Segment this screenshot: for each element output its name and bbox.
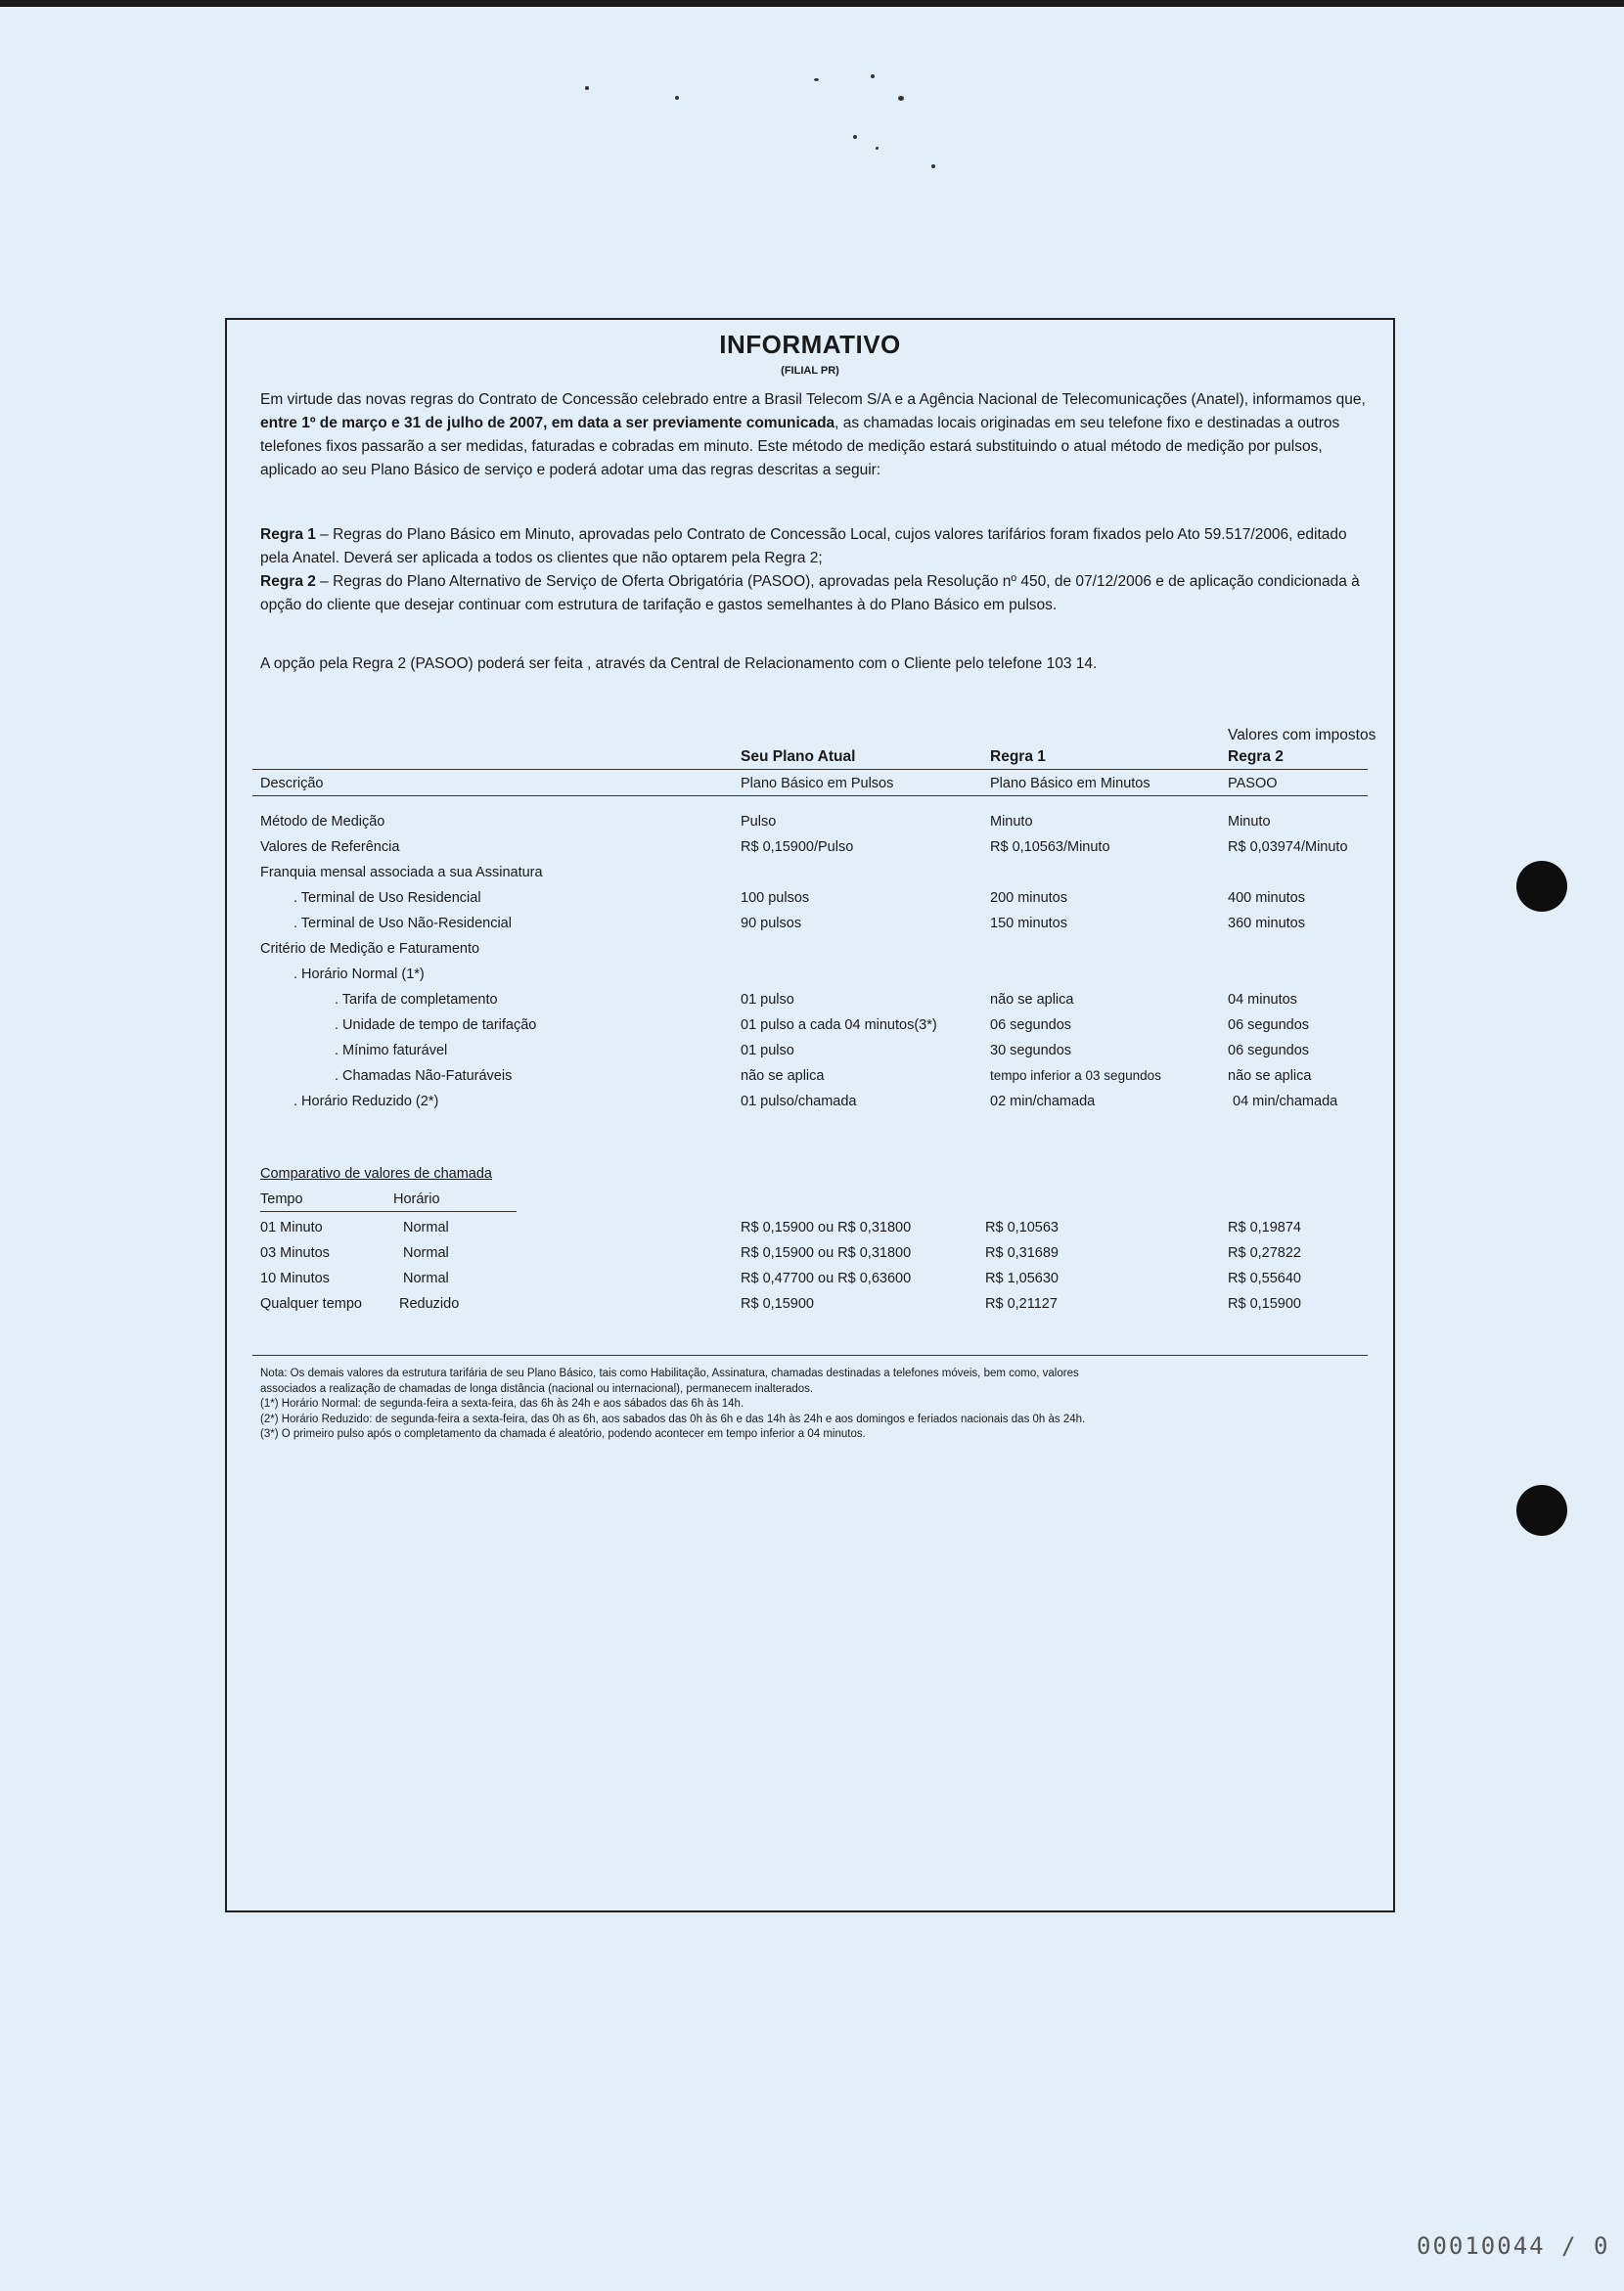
scan-speck	[876, 147, 879, 150]
comparativo-cell-atual: R$ 0,15900	[741, 1296, 814, 1312]
scan-speck	[898, 96, 904, 101]
note-line: (3*) O primeiro pulso após o completamento da chamada é aleatório, podendo acontecer em tempo inferior a 04 minutos.	[260, 1428, 866, 1440]
comparativo-header-horario: Horário	[393, 1191, 440, 1207]
table-cell-regra2: 360 minutos	[1228, 916, 1305, 931]
table-row-label: . Horário Normal (1*)	[293, 966, 425, 982]
notes-divider	[252, 1355, 1368, 1356]
table-row-label: . Terminal de Uso Residencial	[293, 890, 481, 906]
scan-speck	[853, 135, 857, 139]
binder-hole-icon	[1516, 861, 1567, 912]
regras-paragraph	[260, 523, 1366, 617]
sub-header-divider	[252, 795, 1368, 796]
table-cell-atual: R$ 0,15900/Pulso	[741, 839, 854, 855]
comparativo-cell-regra1: R$ 0,21127	[985, 1296, 1058, 1312]
scan-speck	[931, 164, 935, 168]
comparativo-cell-regra1: R$ 0,31689	[985, 1245, 1059, 1261]
note-line: (1*) Horário Normal: de segunda-feira a sexta-feira, das 6h às 24h e aos sábados das 6h às 14h.	[260, 1398, 744, 1410]
page-title: INFORMATIVO	[719, 330, 901, 359]
table-cell-regra1: 30 segundos	[990, 1043, 1072, 1058]
impostos-label: Valores com impostos	[1228, 727, 1376, 743]
table-cell-regra1: tempo inferior a 03 segundos	[990, 1068, 1161, 1083]
regra1-item	[260, 523, 1366, 570]
comparativo-cell-tempo: 10 Minutos	[260, 1271, 330, 1286]
comparativo-cell-atual: R$ 0,15900 ou R$ 0,31800	[741, 1245, 912, 1261]
table-row-label: . Horário Reduzido (2*)	[293, 1094, 439, 1109]
informativo-box	[225, 318, 1395, 1912]
table-cell-regra1: 02 min/chamada	[990, 1094, 1096, 1109]
intro-date-highlight: entre 1º de março e 31 de julho de 2007, em data a ser previamente comunicada	[260, 415, 835, 431]
table-cell-regra1: 150 minutos	[990, 916, 1067, 931]
table-cell-regra2: 06 segundos	[1228, 1043, 1310, 1058]
table-cell-atual: 01 pulso	[741, 992, 794, 1008]
sub-header-regra2: PASOO	[1228, 776, 1278, 791]
intro-paragraph	[260, 388, 1366, 482]
comparativo-header-divider	[260, 1211, 517, 1212]
table-cell-regra1: 06 segundos	[990, 1017, 1072, 1033]
comparativo-cell-tempo: Qualquer tempo	[260, 1296, 362, 1312]
table-cell-regra2: 04 minutos	[1228, 992, 1297, 1008]
table-row-label: Valores de Referência	[260, 839, 400, 855]
table-row-label: Franquia mensal associada a sua Assinatura	[260, 865, 543, 880]
regra1-text: – Regras do Plano Básico em Minuto, aprovadas pelo Contrato de Concessão Local, cujos valores tarifários foram fixados pelo Ato 59.517/2006, editado pela Anatel. Deverá ser aplicada a todos os clientes que não optarem pela Regra 2;	[260, 526, 1347, 566]
table-row-label: . Terminal de Uso Não-Residencial	[293, 916, 512, 931]
table-row-label: . Chamadas Não-Faturáveis	[335, 1068, 513, 1084]
comparativo-cell-regra2: R$ 0,55640	[1228, 1271, 1301, 1286]
comparativo-cell-regra2: R$ 0,27822	[1228, 1245, 1301, 1261]
comparativo-cell-tempo: 01 Minuto	[260, 1220, 323, 1235]
comparativo-cell-atual: R$ 0,15900 ou R$ 0,31800	[741, 1220, 912, 1235]
regra2-text: – Regras do Plano Alternativo de Serviço de Oferta Obrigatória (PASOO), aprovadas pela Resolução nº 450, de 07/12/2006 e de aplicação condicionada à opção do cliente que desejar continuar com estrutura de tarifação e gastos semelhantes à do Plano Básico em pulsos.	[260, 573, 1360, 613]
col-header-plano-atual: Seu Plano Atual	[741, 748, 856, 765]
comparativo-header-tempo: Tempo	[260, 1191, 303, 1207]
table-row-label: . Tarifa de completamento	[335, 992, 498, 1008]
comparativo-cell-regra1: R$ 0,10563	[985, 1220, 1059, 1235]
table-cell-regra1: 200 minutos	[990, 890, 1067, 906]
note-line: Nota: Os demais valores da estrutura tarifária de seu Plano Básico, tais como Habilitação, Assinatura, chamadas destinadas a telefones móveis, bem como, valores	[260, 1368, 1079, 1379]
table-cell-regra2: 04 min/chamada	[1233, 1094, 1338, 1109]
table-cell-atual: Pulso	[741, 814, 777, 830]
table-cell-regra2: 400 minutos	[1228, 890, 1305, 906]
page-subtitle: (FILIAL PR)	[781, 365, 839, 377]
comparativo-title: Comparativo de valores de chamada	[260, 1166, 492, 1182]
comparativo-cell-regra1: R$ 1,05630	[985, 1271, 1059, 1286]
table-cell-regra1: não se aplica	[990, 992, 1074, 1008]
comparativo-cell-horario: Normal	[403, 1220, 449, 1235]
scan-top-edge	[0, 0, 1624, 7]
table-row-label: Método de Medição	[260, 814, 385, 830]
table-cell-regra2: não se aplica	[1228, 1068, 1312, 1084]
table-cell-regra2: 06 segundos	[1228, 1017, 1310, 1033]
col-header-regra2: Regra 2	[1228, 748, 1284, 765]
table-cell-atual: 01 pulso/chamada	[741, 1094, 857, 1109]
regra2-item	[260, 570, 1366, 617]
opcao-paragraph: A opção pela Regra 2 (PASOO) poderá ser feita , através da Central de Relacionamento com o Cliente pelo telefone 103 14.	[260, 655, 1098, 672]
intro-text-cont: , as chamadas locais originadas em seu telefone fixo e destinadas a outros telefones fixos passarão a ser medidas, faturadas e cobradas em minuto. Este método de medição estará substituindo o atual método de medição por pulsos, aplicado ao seu Plano Básico de serviço e poderá adotar uma das regras descritas a seguir:	[260, 415, 1340, 478]
table-cell-regra1: Minuto	[990, 814, 1033, 830]
table-cell-regra2: Minuto	[1228, 814, 1271, 830]
table-cell-regra2: R$ 0,03974/Minuto	[1228, 839, 1348, 855]
note-line: associados a realização de chamadas de longa distância (nacional ou internacional), permanecem inalterados.	[260, 1382, 814, 1395]
table-row-label: . Mínimo faturável	[335, 1043, 448, 1058]
table-row-label: . Unidade de tempo de tarifação	[335, 1017, 537, 1033]
table-row-label: Critério de Medição e Faturamento	[260, 941, 480, 957]
comparativo-cell-atual: R$ 0,47700 ou R$ 0,63600	[741, 1271, 912, 1286]
table-cell-regra1: R$ 0,10563/Minuto	[990, 839, 1110, 855]
note-line: (2*) Horário Reduzido: de segunda-feira a sexta-feira, das 0h as 6h, aos sabados das 0h às 6h e das 14h às 24h e aos domingos e feriados nacionais das 0h às 24h.	[260, 1413, 1086, 1425]
document-number: 00010044 / 0	[1417, 2232, 1610, 2260]
table-cell-atual: 90 pulsos	[741, 916, 802, 931]
comparativo-cell-tempo: 03 Minutos	[260, 1245, 330, 1261]
comparativo-cell-horario: Normal	[403, 1271, 449, 1286]
comparativo-cell-horario: Reduzido	[399, 1296, 460, 1312]
sub-header-plano-atual: Plano Básico em Pulsos	[741, 776, 894, 791]
scan-speck	[871, 74, 875, 78]
col-header-regra1: Regra 1	[990, 748, 1046, 765]
scan-speck	[814, 78, 819, 81]
col-header-descricao: Descrição	[260, 776, 324, 791]
sub-header-regra1: Plano Básico em Minutos	[990, 776, 1150, 791]
scan-speck	[675, 96, 679, 100]
table-cell-atual: não se aplica	[741, 1068, 825, 1084]
regra2-label: Regra 2	[260, 573, 316, 590]
table-cell-atual: 100 pulsos	[741, 890, 810, 906]
intro-text: Em virtude das novas regras do Contrato de Concessão celebrado entre a Brasil Telecom S/A e a Agência Nacional de Telecomunicações (Anatel), informamos que,	[260, 391, 1366, 408]
regra1-label: Regra 1	[260, 526, 316, 543]
comparativo-cell-horario: Normal	[403, 1245, 449, 1261]
table-cell-atual: 01 pulso a cada 04 minutos(3*)	[741, 1017, 937, 1033]
scan-speck	[585, 86, 589, 90]
notes-section	[260, 1367, 1376, 1443]
table-cell-atual: 01 pulso	[741, 1043, 794, 1058]
binder-hole-icon	[1516, 1485, 1567, 1536]
header-divider	[252, 769, 1368, 770]
comparativo-cell-regra2: R$ 0,15900	[1228, 1296, 1301, 1312]
comparativo-cell-regra2: R$ 0,19874	[1228, 1220, 1301, 1235]
